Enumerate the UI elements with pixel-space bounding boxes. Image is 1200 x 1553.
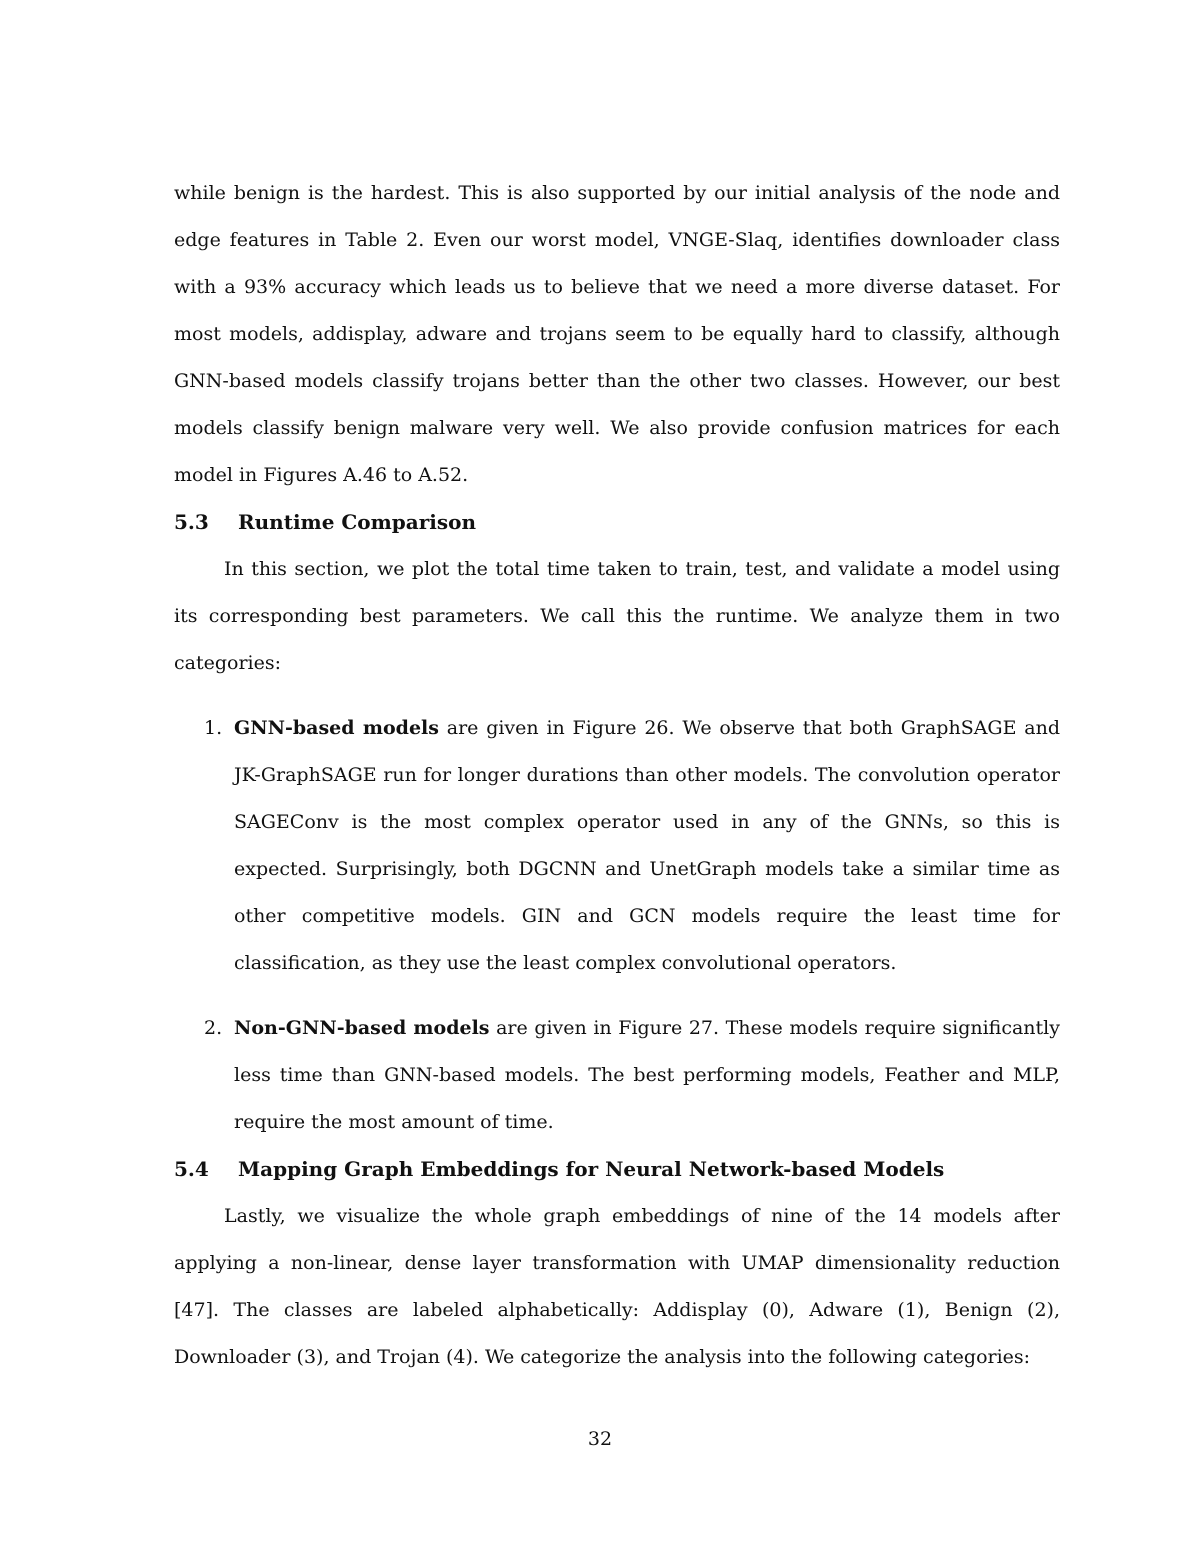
list-item-text: are given in Figure 27. These models require significantly less time than GNN-based models. The best performing models, Feather and MLP, require the most amount of time. [234, 1017, 1060, 1133]
section-number: 5.4 [174, 1157, 209, 1181]
runtime-categories-list [174, 705, 1060, 1146]
section-title: Runtime Comparison [238, 510, 477, 534]
list-marker: 2. [204, 1017, 223, 1039]
list-item-text: are given in Figure 26. We observe that both GraphSAGE and JK-GraphSAGE run for longer durations than other models. The convolution operator SAGEConv is the most complex operator used in any of the GNNs, so this is expected. Surprisingly, both DGCNN and UnetGraph models take a similar time as other competitive models. GIN and GCN models require the least time for classification, as they use the least complex convolutional operators. [234, 717, 1060, 974]
page-body [174, 170, 1060, 1381]
section-number: 5.3 [174, 510, 209, 534]
embeddings-paragraph: Lastly, we visualize the whole graph embeddings of nine of the 14 models after applying a non-linear, dense layer transformation with UMAP dimensionality reduction [47]. The classes are labeled alphabetically: Addisplay (0), Adware (1), Benign (2), Downloader (3), and Trojan (4). We categorize the analysis into the following categories: [174, 1205, 1060, 1368]
list-item-lead: GNN-based models [234, 717, 439, 739]
intro-paragraph: while benign is the hardest. This is also supported by our initial analysis of the node and edge features in Table 2. Even our worst model, VNGE-Slaq, identifies downloader class with a 93% accuracy which leads us to believe that we need a more diverse dataset. For most models, addisplay, adware and trojans seem to be equally hard to classify, although GNN-based models classify trojans better than the other two classes. However, our best models classify benign malware very well. We also provide confusion matrices for each model in Figures A.46 to A.52. [174, 182, 1060, 486]
runtime-paragraph: In this section, we plot the total time taken to train, test, and validate a model using its corresponding best parameters. We call this the runtime. We analyze them in two categories: [174, 558, 1060, 674]
list-item-lead: Non-GNN-based models [234, 1017, 490, 1039]
list-marker: 1. [204, 717, 223, 739]
list-item [174, 1005, 1060, 1146]
page-number: 32 [587, 1428, 613, 1450]
section-heading-runtime-comparison [174, 499, 1060, 546]
section-heading-mapping-graph-embeddings [174, 1146, 1060, 1193]
section-title: Mapping Graph Embeddings for Neural Network-based Models [238, 1157, 945, 1181]
list-item [174, 705, 1060, 987]
